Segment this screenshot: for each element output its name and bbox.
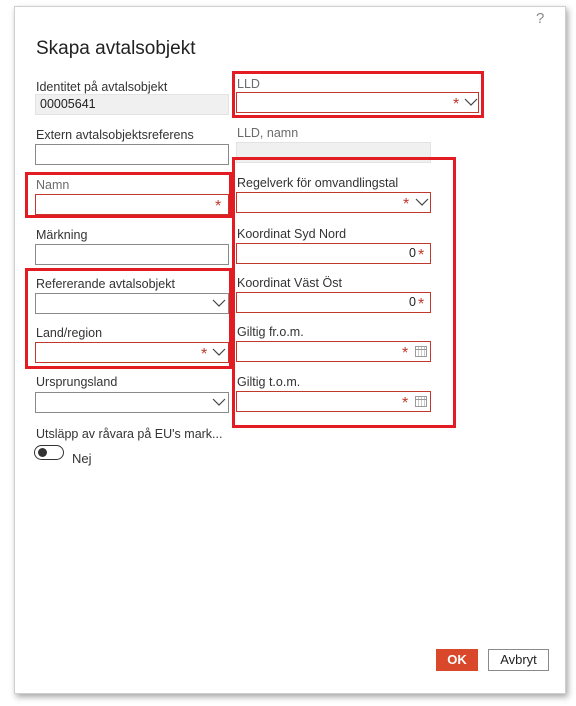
identitet-field: 00005641	[35, 94, 229, 115]
lld-namn-label: LLD, namn	[237, 126, 299, 140]
ok-button[interactable]: OK	[436, 649, 478, 671]
koord-syd-nord-required-icon: *	[418, 247, 425, 264]
highlight-refererande-land	[25, 268, 232, 369]
namn-required-icon: *	[215, 198, 222, 215]
cancel-button[interactable]: Avbryt	[488, 649, 549, 671]
utslapp-label: Utsläpp av råvara på EU's mark...	[36, 427, 223, 441]
koord-vast-ost-label: Koordinat Väst Öst	[237, 276, 342, 290]
extern-ref-input[interactable]	[35, 144, 229, 165]
identitet-label: Identitet på avtalsobjekt	[36, 80, 168, 94]
land-region-required-icon: *	[201, 346, 208, 363]
lld-label: LLD	[237, 77, 260, 91]
markning-label: Märkning	[36, 228, 88, 242]
help-icon[interactable]: ?	[536, 10, 545, 27]
lld-required-icon: *	[453, 96, 460, 113]
extern-ref-label: Extern avtalsobjektsreferens	[36, 128, 194, 142]
giltig-from-required-icon: *	[402, 345, 409, 362]
ursprungsland-label: Ursprungsland	[36, 375, 118, 389]
koord-syd-nord-value: 0	[409, 246, 416, 260]
highlight-namn	[25, 172, 232, 218]
land-region-label: Land/region	[36, 326, 103, 340]
toggle-knob	[38, 448, 47, 457]
koord-syd-nord-label: Koordinat Syd Nord	[237, 227, 347, 241]
namn-label: Namn	[36, 178, 70, 192]
koord-vast-ost-value: 0	[409, 295, 416, 309]
dialog-title: Skapa avtalsobjekt	[36, 38, 196, 59]
giltig-from-label: Giltig fr.o.m.	[237, 325, 304, 339]
regelverk-label: Regelverk för omvandlingstal	[237, 176, 399, 190]
highlight-lld	[232, 71, 484, 118]
markning-input[interactable]	[35, 244, 229, 265]
refererande-label: Refererande avtalsobjekt	[36, 277, 175, 291]
giltig-tom-required-icon: *	[402, 395, 409, 412]
giltig-tom-label: Giltig t.o.m.	[237, 375, 301, 389]
regelverk-required-icon: *	[403, 196, 410, 213]
utslapp-toggle[interactable]	[34, 445, 64, 460]
highlight-right-group	[232, 157, 456, 428]
ursprungsland-chevron-down-icon[interactable]	[212, 397, 226, 407]
utslapp-toggle-text: Nej	[72, 451, 92, 466]
ursprungsland-select[interactable]	[35, 392, 229, 413]
koord-vast-ost-required-icon: *	[418, 296, 425, 313]
